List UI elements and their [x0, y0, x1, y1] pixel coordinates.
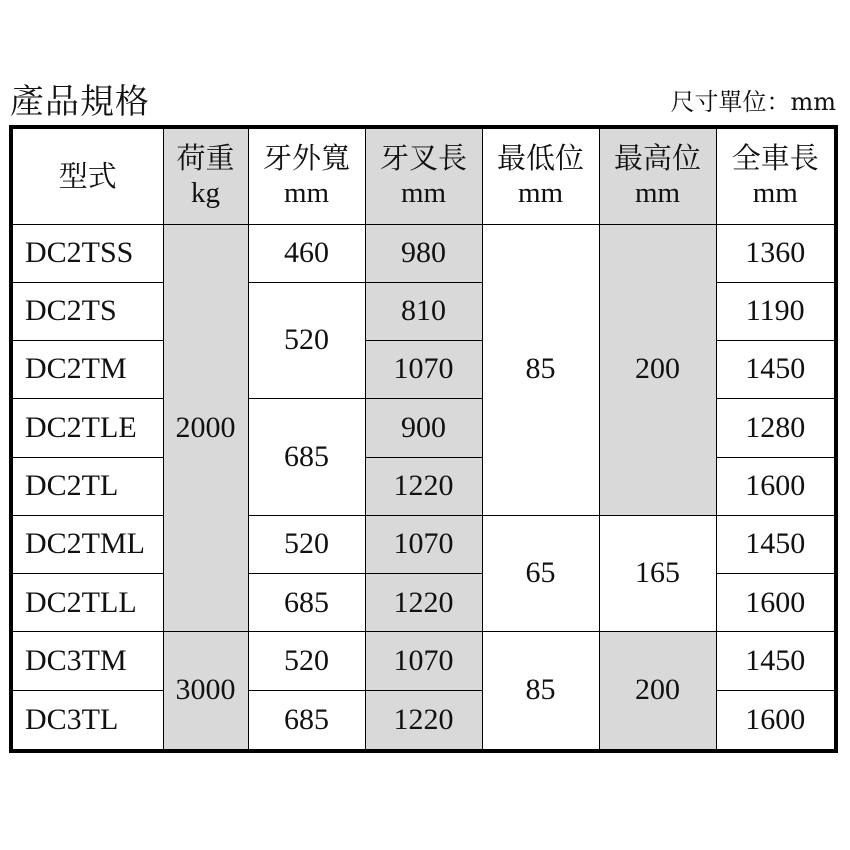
- header-fork-width: 牙外寬 mm: [248, 127, 365, 224]
- header-fork-length: 牙叉長 mm: [365, 127, 482, 224]
- header-model: 型式: [11, 127, 163, 224]
- model-cell: DC2TS: [11, 282, 163, 340]
- model-cell: DC2TLE: [11, 399, 163, 457]
- max-height-cell: 200: [599, 224, 716, 515]
- min-height-cell: 65: [482, 515, 599, 632]
- model-cell: DC2TLL: [11, 574, 163, 632]
- fork-width-cell: 520: [248, 515, 365, 573]
- min-height-cell: 85: [482, 224, 599, 515]
- fork-length-cell: 1220: [365, 690, 482, 751]
- fork-width-cell: 520: [248, 632, 365, 690]
- total-length-cell: 1600: [716, 690, 836, 751]
- page-title: 產品規格: [10, 82, 150, 122]
- total-length-cell: 1600: [716, 574, 836, 632]
- spec-table: [9, 125, 838, 753]
- total-length-cell: 1360: [716, 224, 836, 282]
- total-length-cell: 1450: [716, 341, 836, 399]
- fork-length-cell: 1070: [365, 632, 482, 690]
- header-max-height: 最高位 mm: [599, 127, 716, 224]
- header-load: 荷重 kg: [163, 127, 248, 224]
- unit-note: 尺寸單位：mm: [670, 88, 836, 116]
- fork-width-cell: 520: [248, 282, 365, 399]
- fork-length-cell: 980: [365, 224, 482, 282]
- table-row: [11, 224, 836, 282]
- total-length-cell: 1450: [716, 515, 836, 573]
- total-length-cell: 1600: [716, 457, 836, 515]
- load-cell: 2000: [163, 224, 248, 632]
- fork-width-cell: 685: [248, 574, 365, 632]
- fork-length-cell: 810: [365, 282, 482, 340]
- header-min-height: 最低位 mm: [482, 127, 599, 224]
- header-row: [11, 127, 836, 224]
- fork-length-cell: 900: [365, 399, 482, 457]
- load-cell: 3000: [163, 632, 248, 751]
- model-cell: DC2TML: [11, 515, 163, 573]
- header-total-length: 全車長 mm: [716, 127, 836, 224]
- total-length-cell: 1280: [716, 399, 836, 457]
- table-row: [11, 632, 836, 690]
- fork-width-cell: 685: [248, 690, 365, 751]
- model-cell: DC2TSS: [11, 224, 163, 282]
- fork-width-cell: 685: [248, 399, 365, 516]
- total-length-cell: 1450: [716, 632, 836, 690]
- table-row: [11, 515, 836, 573]
- model-cell: DC2TM: [11, 341, 163, 399]
- fork-width-cell: 460: [248, 224, 365, 282]
- fork-length-cell: 1220: [365, 574, 482, 632]
- fork-length-cell: 1070: [365, 515, 482, 573]
- model-cell: DC2TL: [11, 457, 163, 515]
- max-height-cell: 165: [599, 515, 716, 632]
- min-height-cell: 85: [482, 632, 599, 751]
- model-cell: DC3TM: [11, 632, 163, 690]
- model-cell: DC3TL: [11, 690, 163, 751]
- max-height-cell: 200: [599, 632, 716, 751]
- total-length-cell: 1190: [716, 282, 836, 340]
- fork-length-cell: 1070: [365, 341, 482, 399]
- fork-length-cell: 1220: [365, 457, 482, 515]
